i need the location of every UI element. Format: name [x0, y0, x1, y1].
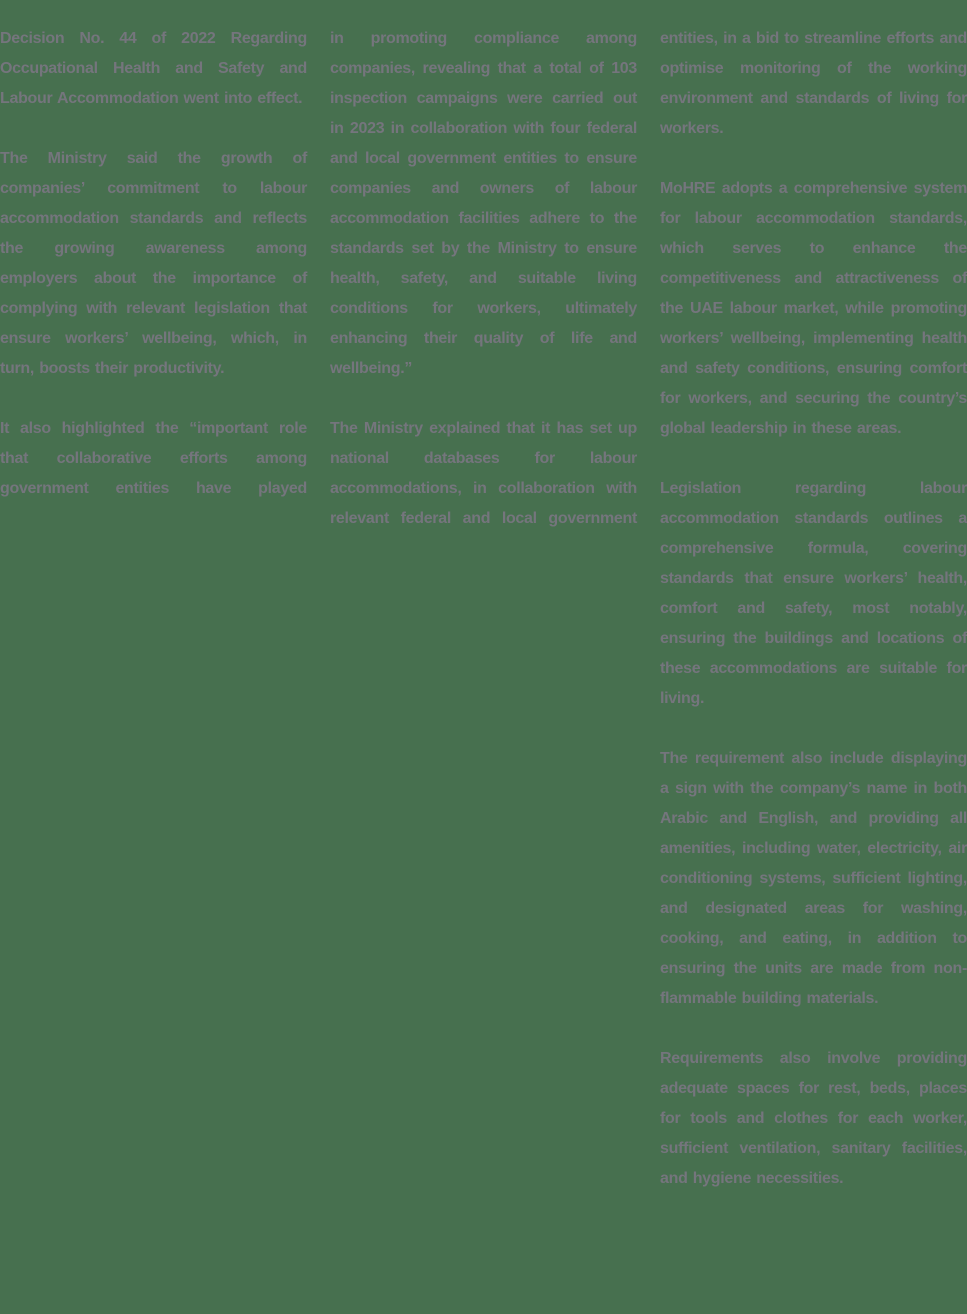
paragraph-inspection-campaigns: in promoting compliance among companies, revealing that a total of 103 inspection campaigns were carried out in 2023 in collaboration with four federal and local government entities to ensure companies and owners of labour accommodation facilities adhere to the standards set by the Ministry to ensure health, safety, and suitable living conditions for workers, ultimately enhancing their quality of life and wellbeing.”: [330, 30, 637, 377]
article-column-1: [0, 24, 307, 534]
paragraph-mohre-system: MoHRE adopts a comprehensive system for labour accommodation standards, which serves to enhance the competitiveness and attractiveness of the UAE labour market, while promoting workers’ wellbeing, implementing health and safety conditions, ensuring comfort for workers, and securing the country’s global leadership in these areas.: [660, 180, 967, 437]
article-column-2: [330, 24, 637, 564]
paragraph-legislation-formula: Legislation regarding labour accommodation standards outlines a comprehensive formula, covering standards that ensure workers’ health, comfort and safety, most notably, ensuring the buildings and locations of these accommodations are suitable for living.: [660, 480, 967, 707]
paragraph-national-databases: The Ministry explained that it has set up national databases for labour accommodations, in collaboration with relevant federal and local government: [330, 420, 637, 527]
paragraph-ministry-growth: The Ministry said the growth of companies’ commitment to labour accommodation standards and reflects the growing awareness among employers about the importance of complying with relevant legislation that ensure workers’ wellbeing, which, in turn, boosts their productivity.: [0, 150, 307, 377]
paragraph-streamline-efforts: entities, in a bid to streamline efforts and optimise monitoring of the working environment and standards of living for workers.: [660, 30, 967, 137]
paragraph-requirements-spaces: Requirements also involve providing adequate spaces for rest, beds, places for tools and clothes for each worker, sufficient ventilation, sanitary facilities, and hygiene necessities.: [660, 1050, 967, 1187]
paragraph-collaborative-efforts: It also highlighted the “important role that collaborative efforts among government entities have played: [0, 420, 307, 497]
paragraph-requirements-sign-amenities: The requirement also include displaying a sign with the company’s name in both Arabic and English, and providing all amenities, including water, electricity, air conditioning systems, sufficient lighting, and designated areas for washing, cooking, and eating, in addition to ensuring the units are made from non-flammable building materials.: [660, 750, 967, 1007]
article-column-3: [660, 24, 967, 1224]
paragraph-decision-effect: Decision No. 44 of 2022 Regarding Occupational Health and Safety and Labour Accommodation went into effect.: [0, 30, 307, 107]
